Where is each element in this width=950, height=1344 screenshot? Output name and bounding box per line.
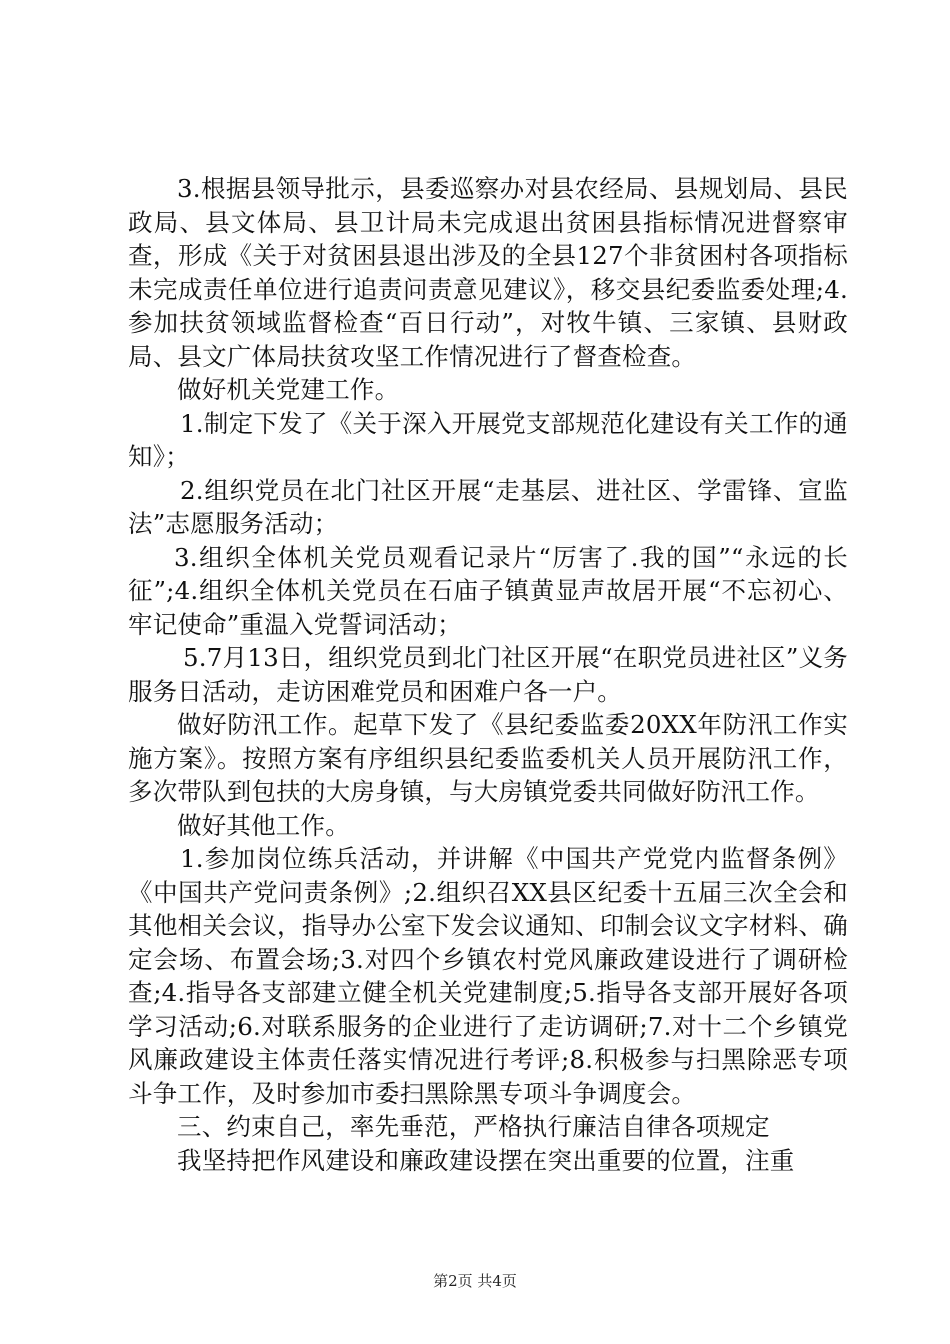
- paragraph-party-building-heading: 做好机关党建工作。: [177, 375, 400, 404]
- paragraph-party-item-3: 3.组织全体机关党员观看记录片“厉害了.我的国”“永远的长征”;4.组织全体机关党员在石庙子镇黄显声故居开展“不忘初心、牢记使命”重温入党誓词活动；: [128, 542, 848, 639]
- paragraph-self-discipline-start: 我坚持把作风建设和廉政建设摆在突出重要的位置，注重: [177, 1145, 795, 1175]
- page-footer: [0, 1270, 950, 1291]
- paragraph-flood-control: 做好防汛工作。起草下发了《县纪委监委20XX年防汛工作实施方案》。按照方案有序组织县纪委监委机关人员开展防汛工作，多次带队到包扶的大房身镇，与大房镇党委共同做好防汛工作。: [128, 710, 848, 806]
- document-body: [128, 172, 848, 1177]
- paragraph-party-item-1: 1.制定下发了《关于深入开展党支部规范化建设有关工作的通知》；: [128, 408, 848, 471]
- paragraph-supervision-items: 3.根据县领导批示，县委巡察办对县农经局、县规划局、县民政局、县文体局、县卫计局未完成退出贫困县指标情况进督察审查，形成《关于对贫困县退出涉及的全县127个非贫困村各项指标未完成责任单位进行追责问责意见建议》，移交县纪委监委处理;4.参加扶贫领域监督检查“百日行动”，对牧牛镇、三家镇、县财政局、县文广体局扶贫攻坚工作情况进行了督查检查。: [128, 174, 848, 371]
- paragraph-party-item-5: 5.7月13日，组织党员到北门社区开展“在职党员进社区”义务服务日活动，走访困难党员和困难户各一户。: [128, 643, 848, 706]
- paragraph-other-work-heading: 做好其他工作。: [177, 810, 350, 840]
- section-heading-self-discipline: 三、约束自己，率先垂范，严格执行廉洁自律各项规定: [177, 1112, 770, 1141]
- page-number-label: 第2页 共4页: [433, 1272, 517, 1290]
- paragraph-party-item-2: 2.组织党员在北门社区开展“走基层、进社区、学雷锋、宣监法”志愿服务活动；: [128, 475, 848, 538]
- paragraph-other-work-items: 1.参加岗位练兵活动，并讲解《中国共产党党内监督条例》《中国共产党问责条例》;2.组织召XX县区纪委十五届三次全会和其他相关会议，指导办公室下发会议通知、印制会议文字材料、确定会场、布置会场;3.对四个乡镇农村党风廉政建设进行了调研检查;4.指导各支部建立健全机关党建制度;5.指导各支部开展好各项学习活动;6.对联系服务的企业进行了走访调研;7.对十二个乡镇党风廉政建设主体责任落实情况进行考评;8.积极参与扫黑除恶专项斗争工作，及时参加市委扫黑除黑专项斗争调度会。: [128, 844, 848, 1108]
